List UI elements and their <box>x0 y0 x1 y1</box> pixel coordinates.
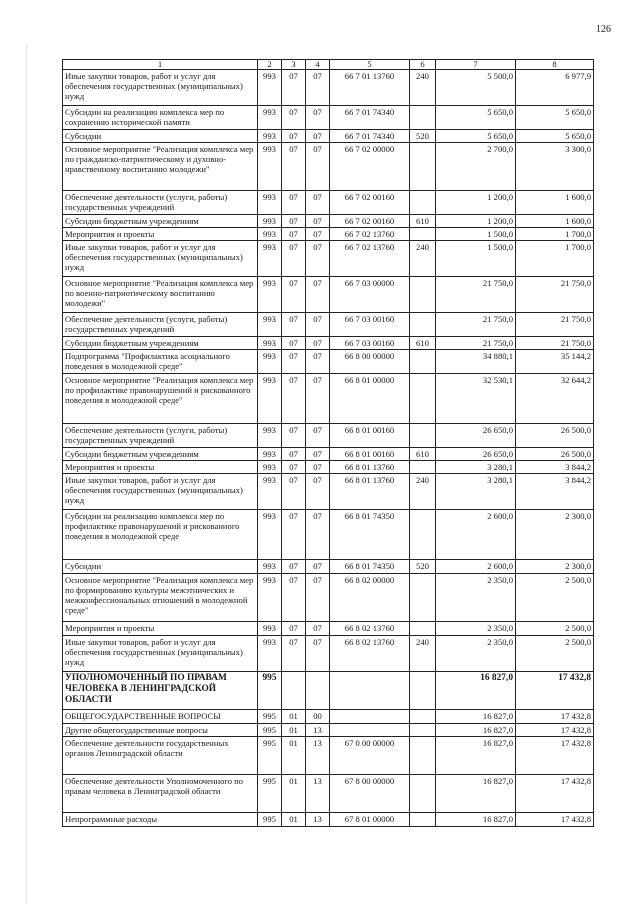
table-row <box>63 622 594 636</box>
admin-code-cell: 993 <box>258 636 282 672</box>
row-name-cell: Подпрограмма "Профилактика асоциального поведения в молодежной среде" <box>63 350 258 374</box>
table-row <box>63 461 594 474</box>
subsection-code-cell: 07 <box>306 337 330 350</box>
row-name-cell: УПОЛНОМОЧЕННЫЙ ПО ПРАВАМ ЧЕЛОВЕКА В ЛЕНИНГРАДСКОЙ ОБЛАСТИ <box>63 672 258 710</box>
row-name-cell: Иные закупки товаров, работ и услуг для обеспечения государственных (муниципальных) нужд <box>63 636 258 672</box>
section-code-cell: 01 <box>282 737 306 775</box>
admin-code-cell: 995 <box>258 710 282 724</box>
page-number: 126 <box>596 24 611 35</box>
column-header: 1 <box>63 60 258 70</box>
target-item-cell: 66 8 01 74350 <box>330 560 410 574</box>
row-name-cell: Основное мероприятие "Реализация комплекса мер по формированию культуры межэтнических и межконфессиональных отношений в молодежной среде" <box>63 574 258 622</box>
row-name-cell: Иные закупки товаров, работ и услуг для обеспечения государственных (муниципальных) нужд <box>63 241 258 277</box>
amount-2020-cell: 1 200,0 <box>436 191 516 215</box>
amount-2021-cell: 17 432,8 <box>516 737 594 775</box>
subsection-code-cell: 07 <box>306 374 330 424</box>
section-code-cell: 07 <box>282 560 306 574</box>
target-item-cell: 66 7 02 13760 <box>330 228 410 241</box>
amount-2020-cell: 16 827,0 <box>436 775 516 813</box>
row-name-cell: Основное мероприятие "Реализация комплекса мер по гражданско-патриотическому и духовно-нравственному воспитанию молодежи" <box>63 143 258 191</box>
subsection-code-cell: 07 <box>306 560 330 574</box>
expense-type-cell <box>410 424 436 448</box>
amount-2021-cell: 1 700,0 <box>516 228 594 241</box>
amount-2021-cell: 2 500,0 <box>516 636 594 672</box>
table-row <box>63 228 594 241</box>
row-name-cell: Обеспечение деятельности государственных органов Ленинградской области <box>63 737 258 775</box>
admin-code-cell: 993 <box>258 374 282 424</box>
subsection-code-cell: 07 <box>306 106 330 130</box>
section-code-cell: 07 <box>282 424 306 448</box>
section-code-cell: 07 <box>282 106 306 130</box>
target-item-cell <box>330 672 410 710</box>
subsection-code-cell: 07 <box>306 241 330 277</box>
section-code-cell: 07 <box>282 374 306 424</box>
row-name-cell: Мероприятия и проекты <box>63 461 258 474</box>
admin-code-cell: 995 <box>258 737 282 775</box>
expense-type-cell <box>410 277 436 313</box>
table-row <box>63 374 594 424</box>
expense-type-cell <box>410 228 436 241</box>
table-body <box>63 70 594 827</box>
admin-code-cell: 993 <box>258 228 282 241</box>
subsection-code-cell: 07 <box>306 70 330 106</box>
amount-2020-cell: 3 280,1 <box>436 461 516 474</box>
subsection-code-cell: 07 <box>306 130 330 143</box>
section-code-cell: 01 <box>282 813 306 827</box>
row-name-cell: ОБЩЕГОСУДАРСТВЕННЫЕ ВОПРОСЫ <box>63 710 258 724</box>
amount-2020-cell: 1 200,0 <box>436 215 516 228</box>
section-code-cell: 01 <box>282 710 306 724</box>
target-item-cell: 66 7 01 74340 <box>330 130 410 143</box>
amount-2020-cell: 3 280,1 <box>436 474 516 510</box>
row-name-cell: Обеспечение деятельности (услуги, работы) государственных учреждений <box>63 424 258 448</box>
table-row <box>63 724 594 737</box>
column-header: 5 <box>330 60 410 70</box>
table-row <box>63 313 594 337</box>
target-item-cell: 67 8 01 00000 <box>330 813 410 827</box>
row-name-cell: Субсидии бюджетным учреждениям <box>63 337 258 350</box>
expense-type-cell <box>410 710 436 724</box>
column-header: 3 <box>282 60 306 70</box>
subsection-code-cell: 07 <box>306 622 330 636</box>
table-row <box>63 277 594 313</box>
admin-code-cell: 993 <box>258 130 282 143</box>
target-item-cell: 66 7 02 00000 <box>330 143 410 191</box>
admin-code-cell: 993 <box>258 313 282 337</box>
subsection-code-cell: 07 <box>306 448 330 461</box>
section-code-cell: 07 <box>282 636 306 672</box>
subsection-code-cell: 13 <box>306 737 330 775</box>
amount-2020-cell: 26 650,0 <box>436 448 516 461</box>
target-item-cell: 66 8 01 13760 <box>330 474 410 510</box>
admin-code-cell: 993 <box>258 622 282 636</box>
section-code-cell: 07 <box>282 574 306 622</box>
expense-type-cell: 610 <box>410 215 436 228</box>
amount-2021-cell: 21 750,0 <box>516 337 594 350</box>
table-row <box>63 106 594 130</box>
amount-2021-cell: 2 500,0 <box>516 622 594 636</box>
expense-type-cell <box>410 622 436 636</box>
amount-2021-cell: 17 432,8 <box>516 813 594 827</box>
target-item-cell: 66 8 02 00000 <box>330 574 410 622</box>
table-row <box>63 241 594 277</box>
table-row <box>63 70 594 106</box>
row-name-cell: Основное мероприятие "Реализация комплекса мер по военно-патриотическому воспитанию молодежи" <box>63 277 258 313</box>
table-row <box>63 813 594 827</box>
amount-2020-cell: 16 827,0 <box>436 813 516 827</box>
section-code-cell: 07 <box>282 277 306 313</box>
expense-type-cell <box>410 510 436 560</box>
subsection-code-cell: 00 <box>306 710 330 724</box>
section-code-cell: 07 <box>282 215 306 228</box>
row-name-cell: Мероприятия и проекты <box>63 228 258 241</box>
subsection-code-cell: 07 <box>306 277 330 313</box>
section-code-cell: 07 <box>282 622 306 636</box>
section-code-cell: 07 <box>282 448 306 461</box>
amount-2021-cell: 6 977,9 <box>516 70 594 106</box>
amount-2020-cell: 2 350,0 <box>436 636 516 672</box>
amount-2020-cell: 2 600,0 <box>436 560 516 574</box>
target-item-cell: 67 0 00 00000 <box>330 737 410 775</box>
amount-2021-cell: 17 432,8 <box>516 672 594 710</box>
subsection-code-cell: 07 <box>306 313 330 337</box>
expense-type-cell <box>410 350 436 374</box>
amount-2021-cell: 5 650,0 <box>516 130 594 143</box>
admin-code-cell: 995 <box>258 813 282 827</box>
row-name-cell: Непрограммные расходы <box>63 813 258 827</box>
admin-code-cell: 993 <box>258 70 282 106</box>
admin-code-cell: 995 <box>258 775 282 813</box>
section-code-cell: 07 <box>282 510 306 560</box>
section-code-cell: 07 <box>282 143 306 191</box>
expense-type-cell <box>410 461 436 474</box>
expense-type-cell <box>410 672 436 710</box>
column-header: 8 <box>516 60 594 70</box>
target-item-cell: 66 8 01 13760 <box>330 461 410 474</box>
expense-type-cell <box>410 813 436 827</box>
row-name-cell: Другие общегосударственные вопросы <box>63 724 258 737</box>
expense-type-cell <box>410 724 436 737</box>
budget-table <box>62 59 594 827</box>
admin-code-cell: 993 <box>258 337 282 350</box>
target-item-cell: 67 8 00 00000 <box>330 775 410 813</box>
subsection-code-cell: 13 <box>306 724 330 737</box>
expense-type-cell <box>410 143 436 191</box>
expense-type-cell: 520 <box>410 130 436 143</box>
target-item-cell: 66 8 01 00160 <box>330 424 410 448</box>
expense-type-cell <box>410 737 436 775</box>
row-name-cell: Субсидии на реализацию комплекса мер по сохранению исторической памяти <box>63 106 258 130</box>
target-item-cell: 66 7 03 00000 <box>330 277 410 313</box>
section-code-cell: 01 <box>282 775 306 813</box>
admin-code-cell: 993 <box>258 215 282 228</box>
expense-type-cell <box>410 574 436 622</box>
column-header: 2 <box>258 60 282 70</box>
admin-code-cell: 993 <box>258 424 282 448</box>
section-code-cell: 07 <box>282 350 306 374</box>
target-item-cell: 66 7 02 00160 <box>330 215 410 228</box>
section-code-cell: 01 <box>282 724 306 737</box>
header-row <box>63 60 594 70</box>
expense-type-cell: 240 <box>410 636 436 672</box>
section-code-cell: 07 <box>282 191 306 215</box>
expense-type-cell: 240 <box>410 241 436 277</box>
expense-type-cell <box>410 106 436 130</box>
table-row <box>63 560 594 574</box>
admin-code-cell: 993 <box>258 106 282 130</box>
amount-2020-cell: 21 750,0 <box>436 313 516 337</box>
subsection-code-cell: 07 <box>306 574 330 622</box>
table-row <box>63 143 594 191</box>
amount-2020-cell: 1 500,0 <box>436 228 516 241</box>
table-row <box>63 510 594 560</box>
column-header: 6 <box>410 60 436 70</box>
amount-2021-cell: 3 844,2 <box>516 474 594 510</box>
section-code-cell <box>282 672 306 710</box>
amount-2021-cell: 2 300,0 <box>516 560 594 574</box>
subsection-code-cell: 07 <box>306 143 330 191</box>
admin-code-cell: 993 <box>258 448 282 461</box>
row-name-cell: Субсидии на реализацию комплекса мер по профилактике правонарушений и рискованного поведения в молодежной среде <box>63 510 258 560</box>
subsection-code-cell: 13 <box>306 813 330 827</box>
subsection-code-cell: 07 <box>306 424 330 448</box>
table-row <box>63 350 594 374</box>
admin-code-cell: 995 <box>258 672 282 710</box>
amount-2021-cell: 2 500,0 <box>516 574 594 622</box>
row-name-cell: Иные закупки товаров, работ и услуг для обеспечения государственных (муниципальных) нужд <box>63 70 258 106</box>
table-row <box>63 215 594 228</box>
row-name-cell: Обеспечение деятельности Уполномоченного по правам человека в Ленинградской области <box>63 775 258 813</box>
admin-code-cell: 993 <box>258 560 282 574</box>
admin-code-cell: 993 <box>258 143 282 191</box>
subsection-code-cell: 07 <box>306 228 330 241</box>
target-item-cell: 66 8 01 00000 <box>330 374 410 424</box>
amount-2020-cell: 16 827,0 <box>436 737 516 775</box>
admin-code-cell: 993 <box>258 350 282 374</box>
amount-2020-cell: 5 500,0 <box>436 70 516 106</box>
amount-2020-cell: 16 827,0 <box>436 710 516 724</box>
amount-2020-cell: 1 500,0 <box>436 241 516 277</box>
amount-2020-cell: 2 350,0 <box>436 574 516 622</box>
table-row <box>63 710 594 724</box>
expense-type-cell: 520 <box>410 560 436 574</box>
amount-2021-cell: 17 432,8 <box>516 710 594 724</box>
amount-2021-cell: 3 844,2 <box>516 461 594 474</box>
target-item-cell <box>330 710 410 724</box>
row-name-cell: Обеспечение деятельности (услуги, работы) государственных учреждений <box>63 313 258 337</box>
table-row <box>63 574 594 622</box>
target-item-cell: 66 7 02 13760 <box>330 241 410 277</box>
amount-2020-cell: 26 650,0 <box>436 424 516 448</box>
amount-2020-cell: 16 827,0 <box>436 724 516 737</box>
table-row <box>63 775 594 813</box>
target-item-cell: 66 7 01 13760 <box>330 70 410 106</box>
amount-2020-cell: 2 700,0 <box>436 143 516 191</box>
admin-code-cell: 993 <box>258 191 282 215</box>
column-header: 4 <box>306 60 330 70</box>
admin-code-cell: 993 <box>258 461 282 474</box>
target-item-cell: 66 8 00 00000 <box>330 350 410 374</box>
expense-type-cell <box>410 374 436 424</box>
table-row <box>63 130 594 143</box>
amount-2021-cell: 1 700,0 <box>516 241 594 277</box>
admin-code-cell: 993 <box>258 574 282 622</box>
target-item-cell: 66 8 01 00160 <box>330 448 410 461</box>
target-item-cell: 66 7 02 00160 <box>330 191 410 215</box>
amount-2020-cell: 34 880,1 <box>436 350 516 374</box>
subsection-code-cell: 07 <box>306 474 330 510</box>
amount-2021-cell: 1 600,0 <box>516 191 594 215</box>
row-name-cell: Субсидии бюджетным учреждениям <box>63 448 258 461</box>
amount-2021-cell: 26 500,0 <box>516 448 594 461</box>
table-row <box>63 474 594 510</box>
subsection-code-cell: 07 <box>306 510 330 560</box>
row-name-cell: Основное мероприятие "Реализация комплекса мер по профилактике правонарушений и рискованного поведения в молодежной среде" <box>63 374 258 424</box>
admin-code-cell: 993 <box>258 241 282 277</box>
column-header: 7 <box>436 60 516 70</box>
section-code-cell: 07 <box>282 70 306 106</box>
amount-2021-cell: 21 750,0 <box>516 277 594 313</box>
subsection-code-cell: 07 <box>306 350 330 374</box>
row-name-cell: Мероприятия и проекты <box>63 622 258 636</box>
expense-type-cell <box>410 191 436 215</box>
target-item-cell: 66 8 02 13760 <box>330 622 410 636</box>
target-item-cell: 66 7 03 00160 <box>330 313 410 337</box>
expense-type-cell: 240 <box>410 70 436 106</box>
section-code-cell: 07 <box>282 337 306 350</box>
section-code-cell: 07 <box>282 313 306 337</box>
amount-2021-cell: 2 300,0 <box>516 510 594 560</box>
target-item-cell: 66 7 01 74340 <box>330 106 410 130</box>
expense-type-cell <box>410 313 436 337</box>
subsection-code-cell: 13 <box>306 775 330 813</box>
amount-2020-cell: 16 827,0 <box>436 672 516 710</box>
subsection-code-cell <box>306 672 330 710</box>
section-code-cell: 07 <box>282 228 306 241</box>
scan-edge-line <box>26 44 27 904</box>
admin-code-cell: 995 <box>258 724 282 737</box>
amount-2021-cell: 5 650,0 <box>516 106 594 130</box>
amount-2021-cell: 17 432,8 <box>516 775 594 813</box>
target-item-cell: 66 8 02 13760 <box>330 636 410 672</box>
subsection-code-cell: 07 <box>306 191 330 215</box>
amount-2021-cell: 26 500,0 <box>516 424 594 448</box>
section-code-cell: 07 <box>282 461 306 474</box>
expense-type-cell: 610 <box>410 337 436 350</box>
table-row <box>63 424 594 448</box>
row-name-cell: Субсидии <box>63 130 258 143</box>
row-name-cell: Иные закупки товаров, работ и услуг для обеспечения государственных (муниципальных) нужд <box>63 474 258 510</box>
amount-2021-cell: 32 644,2 <box>516 374 594 424</box>
amount-2020-cell: 21 750,0 <box>436 337 516 350</box>
table-row <box>63 337 594 350</box>
amount-2020-cell: 21 750,0 <box>436 277 516 313</box>
table-row <box>63 448 594 461</box>
amount-2020-cell: 2 350,0 <box>436 622 516 636</box>
admin-code-cell: 993 <box>258 474 282 510</box>
table-row <box>63 672 594 710</box>
admin-code-cell: 993 <box>258 510 282 560</box>
amount-2020-cell: 5 650,0 <box>436 106 516 130</box>
section-code-cell: 07 <box>282 241 306 277</box>
target-item-cell: 66 8 01 74350 <box>330 510 410 560</box>
expense-type-cell: 240 <box>410 474 436 510</box>
target-item-cell <box>330 724 410 737</box>
amount-2020-cell: 2 600,0 <box>436 510 516 560</box>
amount-2021-cell: 3 300,0 <box>516 143 594 191</box>
admin-code-cell: 993 <box>258 277 282 313</box>
expense-type-cell: 610 <box>410 448 436 461</box>
table-row <box>63 191 594 215</box>
row-name-cell: Субсидии бюджетным учреждениям <box>63 215 258 228</box>
amount-2021-cell: 21 750,0 <box>516 313 594 337</box>
table-row <box>63 636 594 672</box>
table-row <box>63 737 594 775</box>
row-name-cell: Обеспечение деятельности (услуги, работы) государственных учреждений <box>63 191 258 215</box>
expense-type-cell <box>410 775 436 813</box>
amount-2020-cell: 5 650,0 <box>436 130 516 143</box>
subsection-code-cell: 07 <box>306 461 330 474</box>
subsection-code-cell: 07 <box>306 215 330 228</box>
amount-2021-cell: 17 432,8 <box>516 724 594 737</box>
section-code-cell: 07 <box>282 474 306 510</box>
target-item-cell: 66 7 03 00160 <box>330 337 410 350</box>
section-code-cell: 07 <box>282 130 306 143</box>
amount-2021-cell: 35 144,2 <box>516 350 594 374</box>
row-name-cell: Субсидии <box>63 560 258 574</box>
amount-2021-cell: 1 600,0 <box>516 215 594 228</box>
subsection-code-cell: 07 <box>306 636 330 672</box>
amount-2020-cell: 32 530,1 <box>436 374 516 424</box>
